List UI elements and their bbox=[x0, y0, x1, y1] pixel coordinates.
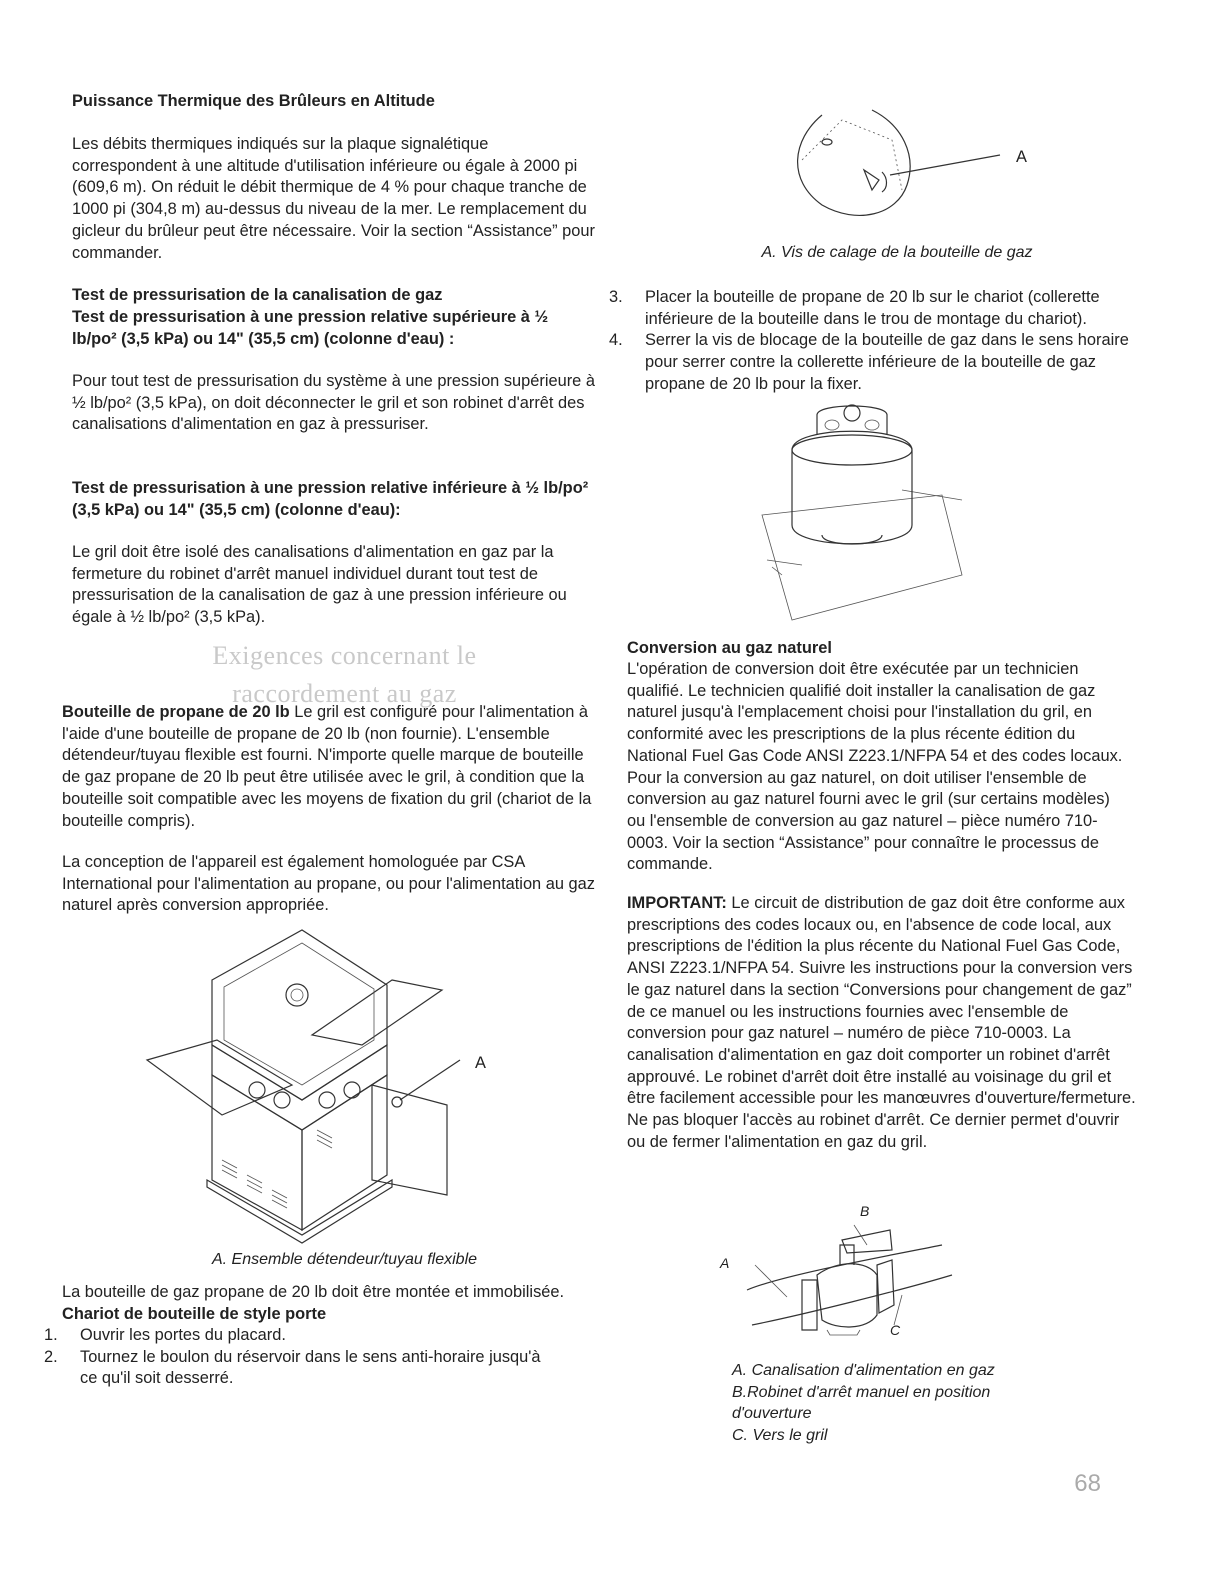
propane-tank-paragraph bbox=[62, 702, 597, 832]
step-text: Ouvrir les portes du placard. bbox=[80, 1326, 286, 1344]
valve-caption-line: d'ouverture bbox=[732, 1405, 812, 1423]
propane-tank-illustration bbox=[752, 395, 972, 625]
steps-list-left bbox=[44, 1325, 607, 1390]
shutoff-valve-illustration bbox=[742, 1225, 962, 1345]
step-number: 1. bbox=[44, 1326, 58, 1344]
grill-caption: A. Ensemble détendeur/tuyau flexible bbox=[211, 1251, 478, 1268]
tank-screw-illustration bbox=[782, 100, 1022, 225]
step-text: Serrer la vis de blocage de la bouteille de gaz dans le sens horaire pour serrer contre la collerette inférieure de la bouteille de gaz propane de 20 lb pour la fixer. bbox=[645, 331, 1129, 393]
grill-illustration bbox=[142, 925, 522, 1255]
mount-paragraph: La bouteille de gaz propane de 20 lb doit être montée et immobilisée. bbox=[62, 1283, 565, 1301]
csa-paragraph: La conception de l'appareil est également homologuée par CSA International pour l'alimentation au propane, ou pour l'alimentation au gaz naturel après conversion appropriée. bbox=[62, 853, 595, 915]
screw-caption: A. Vis de calage de la bouteille de gaz bbox=[761, 244, 1033, 261]
valve-label-c: C bbox=[890, 1322, 901, 1338]
door-cart-heading: Chariot de bouteille de style porte bbox=[62, 1305, 327, 1323]
important-label: IMPORTANT: bbox=[627, 894, 727, 912]
step-number: 3. bbox=[609, 288, 623, 306]
step-text: Tournez le boulon du réservoir dans le sens anti-horaire jusqu'à ce qu'il soit desserré. bbox=[80, 1347, 541, 1388]
important-paragraph bbox=[627, 893, 1137, 1153]
pressure-test-above-paragraph: Pour tout test de pressurisation du système à une pression supérieure à ½ lb/po² (3,5 kPa), on doit déconnecter le gril et son robinet d'arrêt des canalisations d'alimentation en gaz à pressuriser. bbox=[72, 372, 595, 434]
altitude-heading: Puissance Thermique des Brûleurs en Altitude bbox=[72, 92, 435, 110]
step-2 bbox=[44, 1347, 550, 1390]
screw-callout-a: A bbox=[1016, 148, 1027, 166]
altitude-paragraph: Les débits thermiques indiqués sur la plaque signalétique correspondent à une altitude d'utilisation inférieure ou égale à 2000 pi (609,6 m). On réduit le débit thermique de 4 % pour chaque tranche de 1000 pi (304,8 m) au-dessus du niveau de la mer. Le remplacement du gicleur du brûleur peut être nécessaire. Voir la section “Assistance” pour commander. bbox=[72, 135, 595, 262]
section-heading-line-1: Exigences concernant le bbox=[212, 641, 477, 670]
pressure-test-heading: Test de pressurisation de la canalisation de gaz bbox=[72, 286, 443, 304]
step-text: Placer la bouteille de propane de 20 lb sur le chariot (collerette inférieure de la bouteille dans le trou de montage du chariot). bbox=[645, 288, 1100, 328]
step-1 bbox=[44, 1325, 560, 1347]
propane-tank-text: Le gril est configuré pour l'alimentation à l'aide d'une bouteille de propane de 20 lb (non fournie). L'ensemble détendeur/tuyau flexible est fourni. N'importe quelle marque de bouteille de gaz propane de 20 lb peut être utilisée avec le gril, à condition que la bouteille soit compatible avec les moyens de fixation du gril (chariot de la bouteille compris). bbox=[62, 703, 592, 830]
step-number: 4. bbox=[609, 331, 623, 350]
conversion-heading: Conversion au gaz naturel bbox=[627, 639, 832, 657]
step-3 bbox=[609, 287, 1152, 330]
pressure-test-below-paragraph: Le gril doit être isolé des canalisations d'alimentation en gaz par la fermeture du robinet d'arrêt manuel individuel durant tout test de pressurisation de la canalisation de gaz à une pression inférieure ou égale à ½ lb/po² (3,5 kPa). bbox=[72, 543, 567, 627]
pressure-test-above-heading: Test de pressurisation à une pression relative supérieure à ½ lb/po² (3,5 kPa) ou 14" (35,5 cm) (colonne d'eau) : bbox=[72, 308, 549, 348]
valve-caption-line: C. Vers le gril bbox=[732, 1427, 828, 1445]
step-4 bbox=[609, 330, 1152, 395]
conversion-paragraph: L'opération de conversion doit être exécutée par un technicien qualifié. Le technicien qualifié doit installer la canalisation de gaz naturel jusqu'à l'emplacement choisi pour l'installation du gril, en conformité avec les prescriptions de la plus récente édition du National Fuel Gas Code ANSI Z223.1/NFPA 54 et des codes locaux. Pour la conversion au gaz naturel, on doit utiliser l'ensemble de conversion au gaz naturel fourni avec le gril (sur certains modèles) ou l'ensemble de conversion au gaz naturel – pièce numéro 710-0003. Voir la section “Assistance” pour connaître le processus de commande. bbox=[627, 660, 1123, 874]
grill-callout-a: A bbox=[475, 1054, 486, 1072]
valve-label-b: B bbox=[860, 1203, 870, 1219]
propane-tank-label: Bouteille de propane de 20 lb bbox=[62, 703, 290, 721]
valve-caption-line: A. Canalisation d'alimentation en gaz bbox=[732, 1362, 995, 1379]
steps-list-right bbox=[609, 287, 1152, 396]
pressure-test-below-heading: Test de pressurisation à une pression relative inférieure à ½ lb/po² (3,5 kPa) ou 14" (35,5 cm) (colonne d'eau): bbox=[72, 479, 589, 519]
valve-label-a: A bbox=[720, 1255, 730, 1271]
important-text: Le circuit de distribution de gaz doit être conforme aux prescriptions des codes locaux ou, en l'absence de code local, aux prescriptions de l'édition la plus récente du National Fuel Gas Code, ANSI Z223.1/NFPA 54. Suivre les instructions pour la conversion vers le gaz naturel dans la section “Conversions pour changement de gaz” de ce manuel ou les instructions fournies avec l'ensemble de conversion pour gaz naturel – numéro de pièce 710-0003. La canalisation d'alimentation en gaz doit comporter un robinet d'arrêt approuvé. Le robinet d'arrêt doit être installé au voisinage du gril et être facilement accessible pour les manœuvres d'ouverture/fermeture. Ne pas bloquer l'accès au robinet d'arrêt. Ce dernier permet d'ouvrir ou de fermer l'alimentation en gaz du gril. bbox=[627, 894, 1136, 1151]
valve-caption bbox=[732, 1360, 1152, 1447]
page-number: 68 bbox=[1074, 1470, 1101, 1497]
step-number: 2. bbox=[44, 1347, 58, 1366]
section-heading-line-2: raccordement au gaz bbox=[232, 679, 457, 708]
valve-caption-line: B.Robinet d'arrêt manuel en position bbox=[732, 1383, 991, 1401]
